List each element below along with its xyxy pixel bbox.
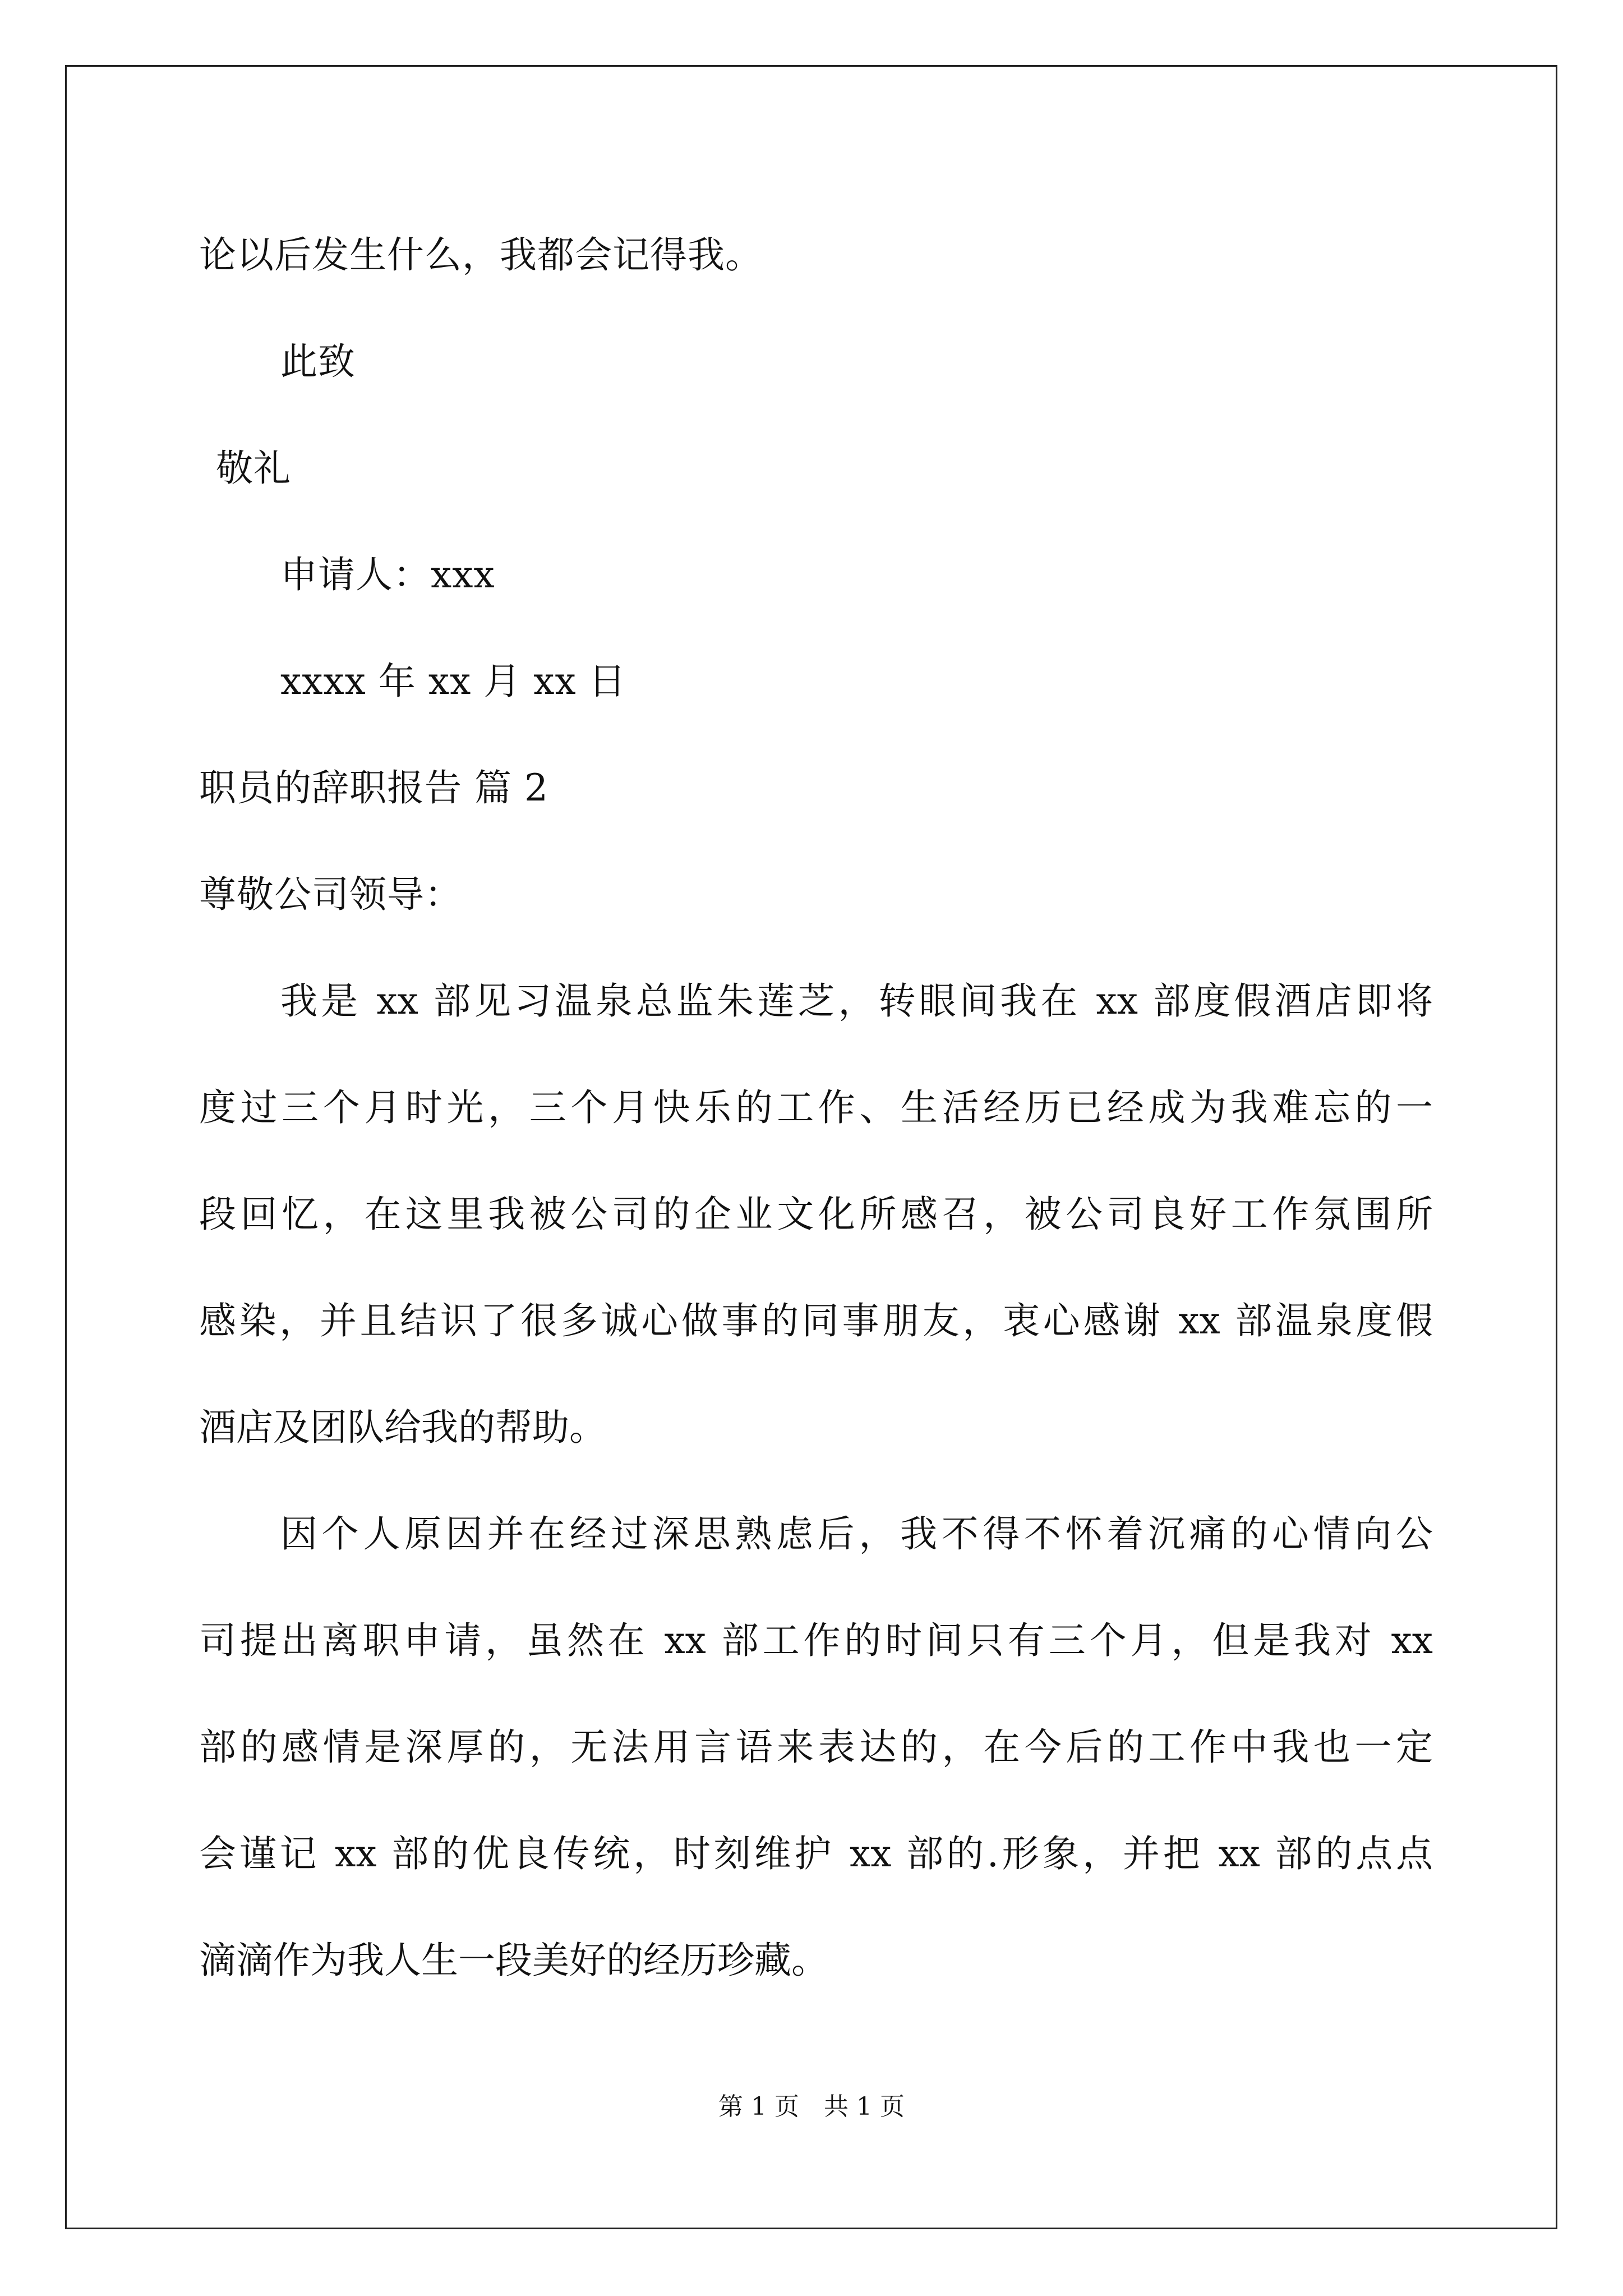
applicant-line: 申请人：xxx [280,553,495,596]
paragraph-line: 感染，并且结识了很多诚心做事的同事朋友，衷心感谢 xx 部温泉度假 [199,1299,1433,1342]
paragraph-line: 我是 xx 部见习温泉总监朱莲芝，转眼间我在 xx 部度假酒店即将 [280,979,1433,1023]
paragraph-line: 会谨记 xx 部的优良传统，时刻维护 xx 部的.形象，并把 xx 部的点点 [199,1832,1433,1875]
closing-greeting: 此致 [280,340,356,383]
paragraph-line: 度过三个月时光，三个月快乐的工作、生活经历已经成为我难忘的一 [199,1086,1433,1129]
paragraph-line: 部的感情是深厚的，无法用言语来表达的，在今后的工作中我也一定 [199,1726,1433,1769]
section-title: 职员的辞职报告 篇 2 [199,766,548,809]
date-line: xxxx 年 xx 月 xx 日 [280,660,626,703]
paragraph-line: 酒店及团队给我的帮助。 [199,1406,606,1449]
paragraph-line: 司提出离职申请，虽然在 xx 部工作的时间只有三个月，但是我对 xx [199,1619,1433,1662]
salutation: 尊敬公司领导： [199,873,462,916]
closing-salute: 敬礼 [216,447,291,490]
paragraph-line: 段回忆，在这里我被公司的企业文化所感召，被公司良好工作氛围所 [199,1193,1433,1236]
page-border [65,65,1557,2229]
page-number-footer: 第 1 页 共 1 页 [718,2092,905,2121]
paragraph-line: 滴滴作为我人生一段美好的经历珍藏。 [199,1939,828,1982]
continuation-line: 论以后发生什么，我都会记得我。 [199,233,763,277]
paragraph-line: 因个人原因并在经过深思熟虑后，我不得不怀着沉痛的心情向公 [280,1512,1433,1556]
